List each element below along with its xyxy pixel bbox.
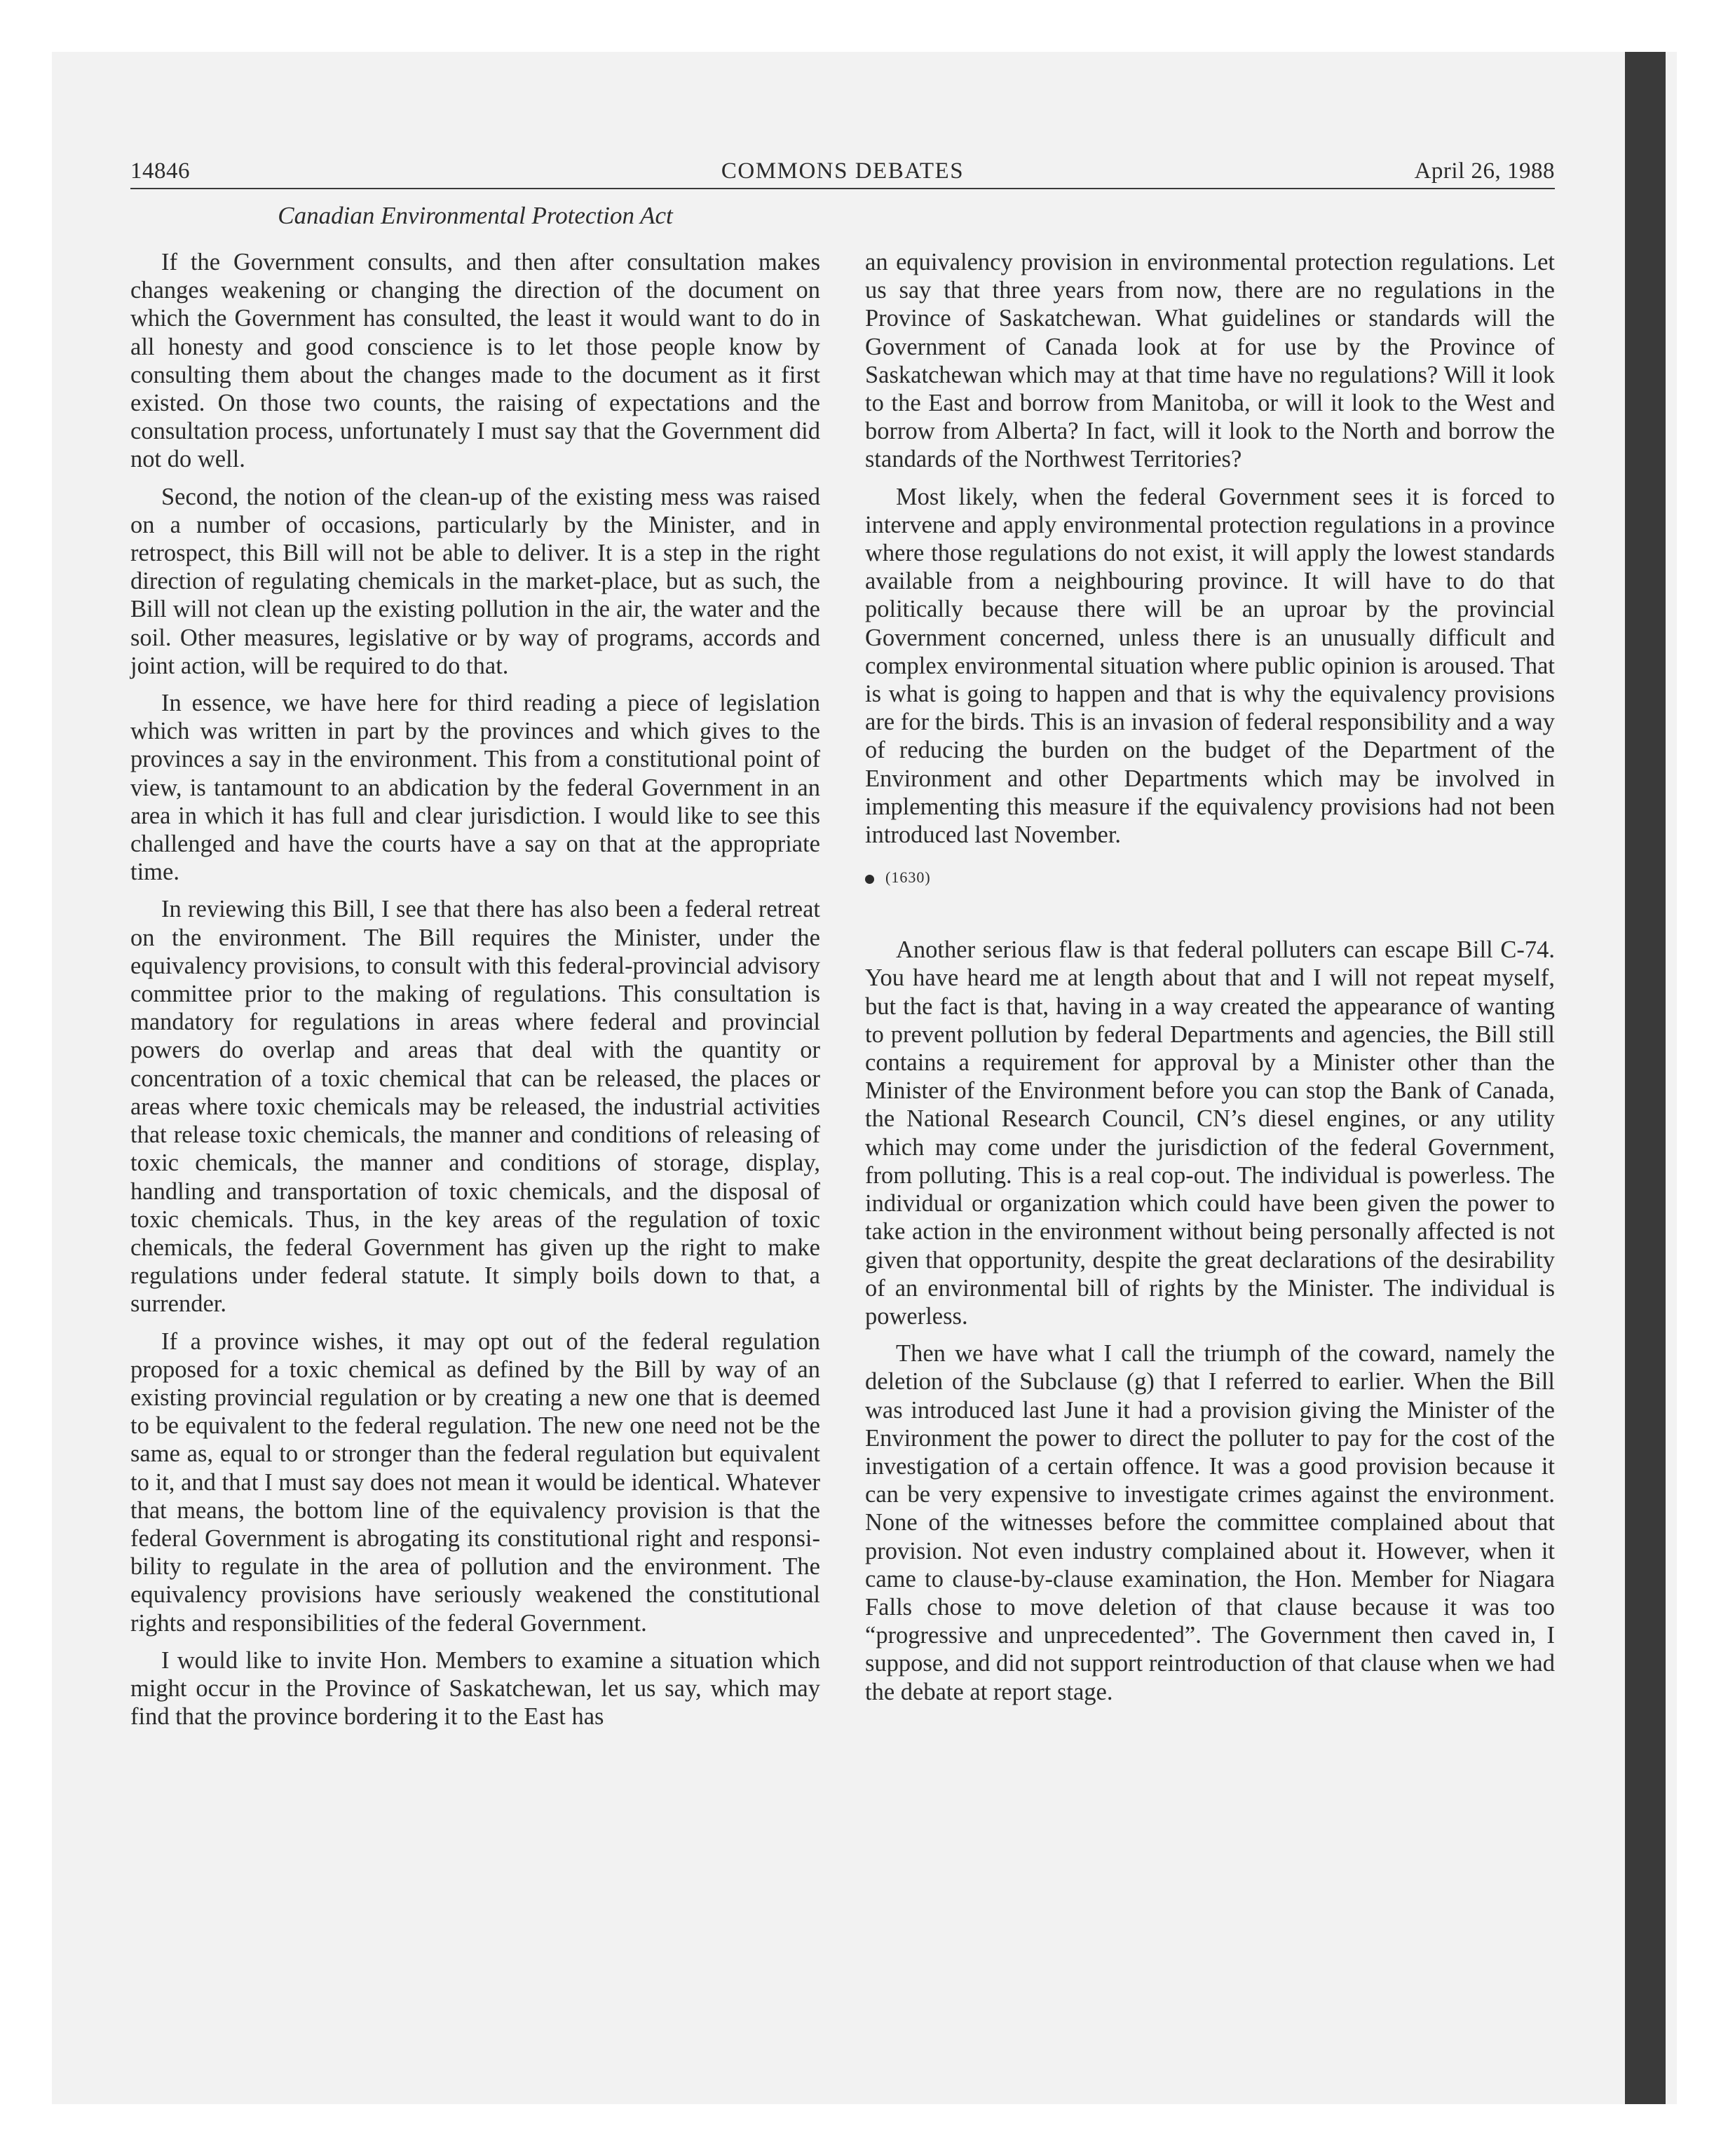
publication-date: April 26, 1988 <box>1414 158 1555 184</box>
bullet-icon <box>865 875 874 884</box>
section-title: Canadian Environmental Protection Act <box>278 202 673 229</box>
paragraph: an equivalency provision in environmental protection regulations. Let us say that three years from now, there are no regulations in the Province of Saskatchewan. What guidelines or standards will the Government of Canada look at for use by the Province of Saskatchewan which may at that time have no regulations? Will it look to the East and borrow from Manitoba, or will it look to the West and borrow from Alberta? In fact, will it look to the North and borrow the standards of the Northwest Territories? <box>865 249 1555 473</box>
left-column <box>130 248 820 1740</box>
page-header <box>130 158 1555 189</box>
paragraph: Another serious flaw is that federal polluters can escape Bill C-74. You have heard me at length about that and I will not repeat myself, but the fact is that, having in a way created the appearance of wanting to prevent pollution by federal Departments and agencies, the Bill still contains a requirement for approval by a Minister other than the Minister of the Environment before you can stop the Bank of Canada, the National Research Council, CN’s diesel engines, or any utility which may come under the jurisdiction of the federal Government, from polluting. This is a real cop-out. The individual is powerless. The individual or organization which could have been given the power to take action in the environment without being personally affected is not given that opportunity, despite the great declarations of the desirability of an environmental bill of rights by the Minister. The individual is powerless. <box>865 936 1555 1330</box>
paragraph: Second, the notion of the clean-up of the existing mess was raised on a number of occasions, particularly by the Minister, and in retrospect, this Bill will not be able to deliver. It is a step in the right direction of regulating chemicals in the market-place, but as such, the Bill will not clean up the existing pollution in the air, the water and the soil. Other measures, legislative or by way of programs, accords and joint action, will be required to do that. <box>130 483 820 679</box>
page-number: 14846 <box>130 158 190 184</box>
paragraph: In reviewing this Bill, I see that there has also been a federal retreat on the environment. The Bill requires the Minister, under the equivalency provisions, to consult with this federal-provincial advisory committee prior to the making of regulations. This consultation is mandatory for regulations in areas where federal and provincial powers do overlap and areas that deal with the quantity or concentration of a toxic chemical that can be released, the places or areas where toxic chemicals may be released, the industrial activities that release toxic chemicals, the manner and conditions of releasing of toxic chemicals, the manner and conditions of storage, display, handling and transportation of toxic chemicals, and the disposal of toxic chemicals. Thus, in the key areas of the regulation of toxic chemicals, the federal Government has given up the right to make regulations under federal statute. It simply boils down to that, a surrender. <box>130 896 820 1318</box>
paragraph: If the Government consults, and then after consultation makes changes weakening or changing the direction of the document on which the Government has consulted, the least it would want to do in all honesty and good conscience is to let those people know by consulting them about the changes made to the document as it first existed. On those two counts, the raising of expectations and the consultation process, unfortunately I must say that the Government did not do well. <box>130 249 820 473</box>
right-column <box>865 248 1555 1715</box>
paragraph: In essence, we have here for third reading a piece of legislation which was written in part by the provinces and which gives to the provinces a say in the environment. This from a constitutional point of view, is tantamount to an abdication by the federal Government in an area in which it has full and clear jurisdiction. I would like to see this challenged and have the courts have a say on that at the appropriate time. <box>130 690 820 886</box>
time-marker <box>865 867 1555 888</box>
scan-edge <box>1625 52 1666 2104</box>
time-marker-text: (1630) <box>885 868 931 887</box>
paragraph: If a province wishes, it may opt out of the federal regulation proposed for a toxic chemical as defined by the Bill by way of an existing provincial regulation or by creating a new one that is deemed to be equivalent to the federal regulation. The new one need not be the same as, equal to or stronger than the federal regulation but equivalent to it, and that I must say does not mean it would be identical. Whatever that means, the bottom line of the equivalency provision is that the federal Government is abrogating its constitutional right and responsibility to regulate in the area of pollution and the environment. The equivalency provisions have seriously weakened the constitutional rights and responsibilities of the federal Government. <box>130 1328 820 1637</box>
paragraph: Most likely, when the federal Government sees it is forced to intervene and apply environmental protection regulations in a province where those regulations do not exist, it will apply the lowest standards available from a neighbouring province. It will have to do that politically because there will be an uproar by the provincial Government concerned, unless there is an unusually difficult and complex environmental situation where public opinion is aroused. That is what is going to happen and that is why the equivalency provisions are for the birds. This is an invasion of federal responsibility and a way of reducing the burden on the budget of the Department of the Environment and other Departments which may be involved in implementing this measure if the equivalency provisions had not been introduced last November. <box>865 483 1555 849</box>
paragraph: I would like to invite Hon. Members to examine a situation which might occur in the Province of Saskatchewan, let us say, which may find that the province bordering it to the East has <box>130 1646 820 1731</box>
paragraph: Then we have what I call the triumph of the coward, namely the deletion of the Subclause (g) that I referred to earlier. When the Bill was introduced last June it had a provision giving the Minister of the Environment the power to direct the polluter to pay for the cost of the investigation of a certain offence. It was a good provision because it can be very expensive to investigate crimes against the environment. None of the witnesses before the committee complained about that provision. Not even industry complained about it. However, when it came to clause-by-clause examination, the Hon. Member for Niagara Falls chose to move deletion of that clause because it was too “progressive and unprecedented”. The Government then caved in, I suppose, and did not support reintroduction of that clause when we had the debate at report stage. <box>865 1340 1555 1705</box>
journal-title: COMMONS DEBATES <box>721 158 965 184</box>
